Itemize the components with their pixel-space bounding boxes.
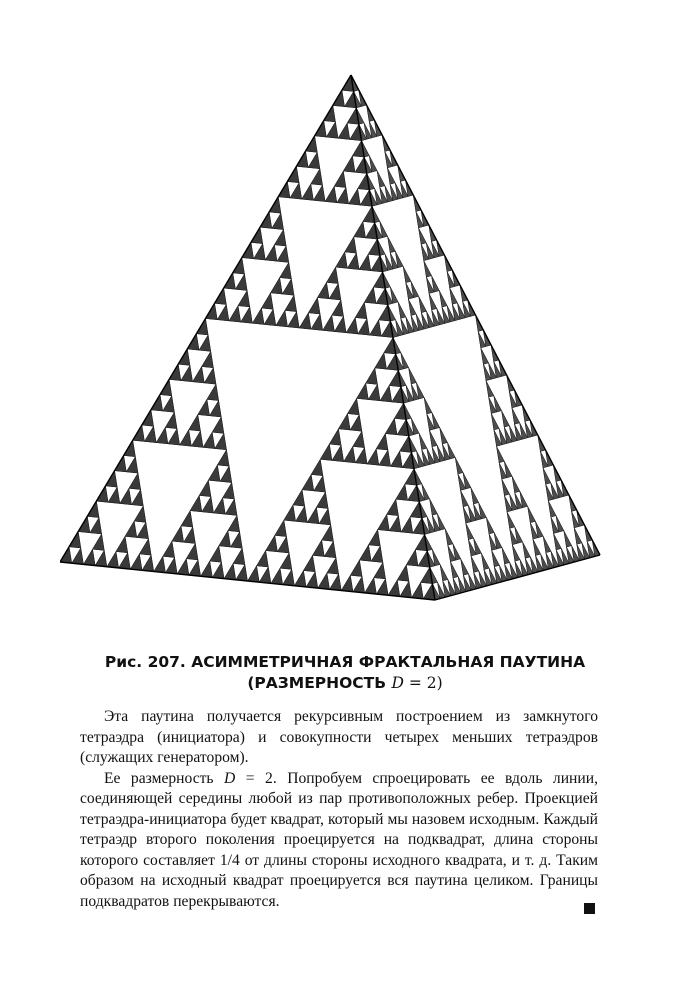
paragraph-2-variable: D xyxy=(224,769,236,787)
caption-dimension-prefix: (РАЗМЕРНОСТЬ xyxy=(247,674,392,692)
body-text xyxy=(80,707,598,912)
paragraph-1: Эта паутина получается рекурсивным построением из замкнутого тетраэдра (инициатора) и совокупности четырех меньших тетраэдров (служащих генератором). xyxy=(80,708,598,766)
caption-line-2 xyxy=(80,673,610,694)
figure-caption xyxy=(80,652,610,694)
caption-dimension-variable: D xyxy=(391,674,404,692)
caption-line-1: Рис. 207. АСИММЕТРИЧНАЯ ФРАКТАЛЬНАЯ ПАУТИНА xyxy=(104,653,586,671)
caption-dimension-value: = 2) xyxy=(403,674,443,692)
paragraph-2-start: Ее размерность xyxy=(104,769,225,787)
sierpinski-tetrahedron-image xyxy=(60,70,620,610)
paragraph-2 xyxy=(80,769,598,913)
end-of-section-square-icon xyxy=(584,903,595,914)
paragraph-2-rest: = 2. Попробуем спроецировать ее вдоль линии, соединяющей середины любой из пар противоположных ребер. Проекцией тетраэдра-инициатора будет квадрат, который мы назовем исходным. Каждый тетраэдр второго поколения проецируется на подквадрат, длина стороны которого составляет 1/4 от длины стороны исходного квадрата, и т. д. Таким образом на исходный квадрат проецируется вся паутина целиком. Границы подквадратов перекрываются. xyxy=(80,769,598,910)
fractal-web-figure xyxy=(60,70,620,610)
